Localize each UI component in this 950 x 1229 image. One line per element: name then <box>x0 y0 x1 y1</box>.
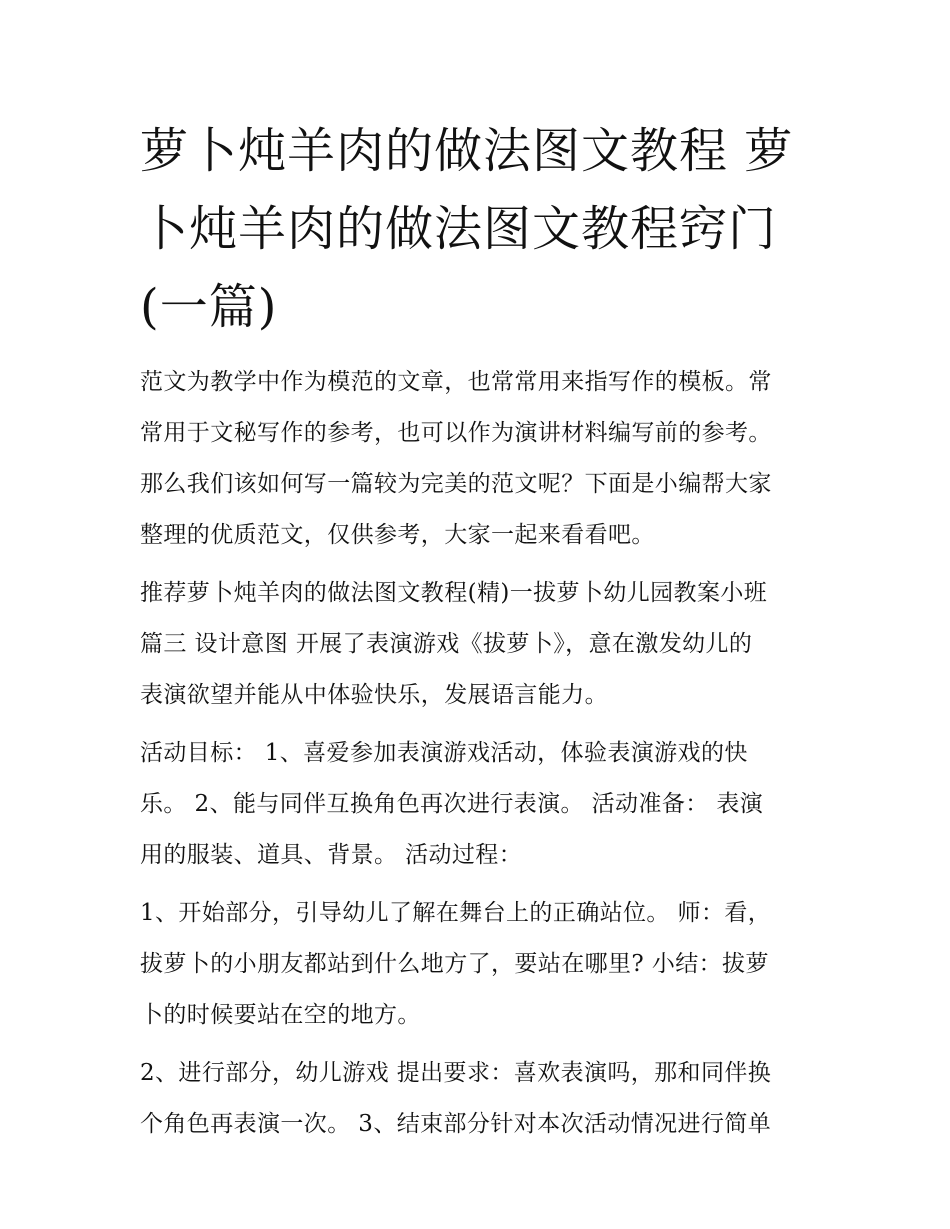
title-line: 卜炖羊肉的做法图文教程窍门 <box>140 201 778 257</box>
text-line: 1、开始部分，引导幼儿了解在舞台上的正确站位。 师：看， <box>140 900 772 926</box>
paragraph-intro <box>140 357 830 561</box>
paragraph-activity-goals <box>140 728 830 881</box>
text-line: 篇三 设计意图 开展了表演游戏《拔萝卜》，意在激发幼儿的 <box>140 631 753 657</box>
text-line: 卜的时候要站在空的地方。 <box>140 1002 421 1028</box>
text-line: 活动目标： 1、喜爱参加表演游戏活动，体验表演游戏的快 <box>140 740 748 766</box>
text-line: 表演欲望并能从中体验快乐，发展语言能力。 <box>140 682 608 708</box>
title-line: 萝卜炖羊肉的做法图文教程 萝 <box>140 123 794 179</box>
text-line: 个角色再表演一次。 3、结束部分针对本次活动情况进行简单 <box>140 1111 772 1137</box>
title-line: (一篇) <box>140 279 278 335</box>
text-line: 常用于文秘写作的参考，也可以作为演讲材料编写前的参考。 <box>140 420 772 446</box>
text-line: 拔萝卜的小朋友都站到什么地方了，要站在哪里? 小结：拔萝 <box>140 951 769 977</box>
text-line: 那么我们该如何写一篇较为完美的范文呢？下面是小编帮大家 <box>140 471 772 497</box>
text-line: 整理的优质范文，仅供参考，大家一起来看看吧。 <box>140 522 655 548</box>
text-line: 2、进行部分，幼儿游戏 提出要求：喜欢表演吗，那和同伴换 <box>140 1060 772 1086</box>
text-line: 用的服装、道具、背景。 活动过程： <box>140 842 523 868</box>
paragraph-step-two <box>140 1048 830 1150</box>
text-line: 推荐萝卜炖羊肉的做法图文教程(精)一拔萝卜幼儿园教案小班 <box>140 580 768 606</box>
text-line: 范文为教学中作为模范的文章，也常常用来指写作的模板。常 <box>140 369 772 395</box>
paragraph-step-one <box>140 888 830 1041</box>
paragraph-design-intent <box>140 568 830 721</box>
document-title <box>140 112 820 346</box>
text-line: 乐。 2、能与同伴互换角色再次进行表演。 活动准备： 表演 <box>140 791 764 817</box>
document-body <box>140 357 830 1157</box>
